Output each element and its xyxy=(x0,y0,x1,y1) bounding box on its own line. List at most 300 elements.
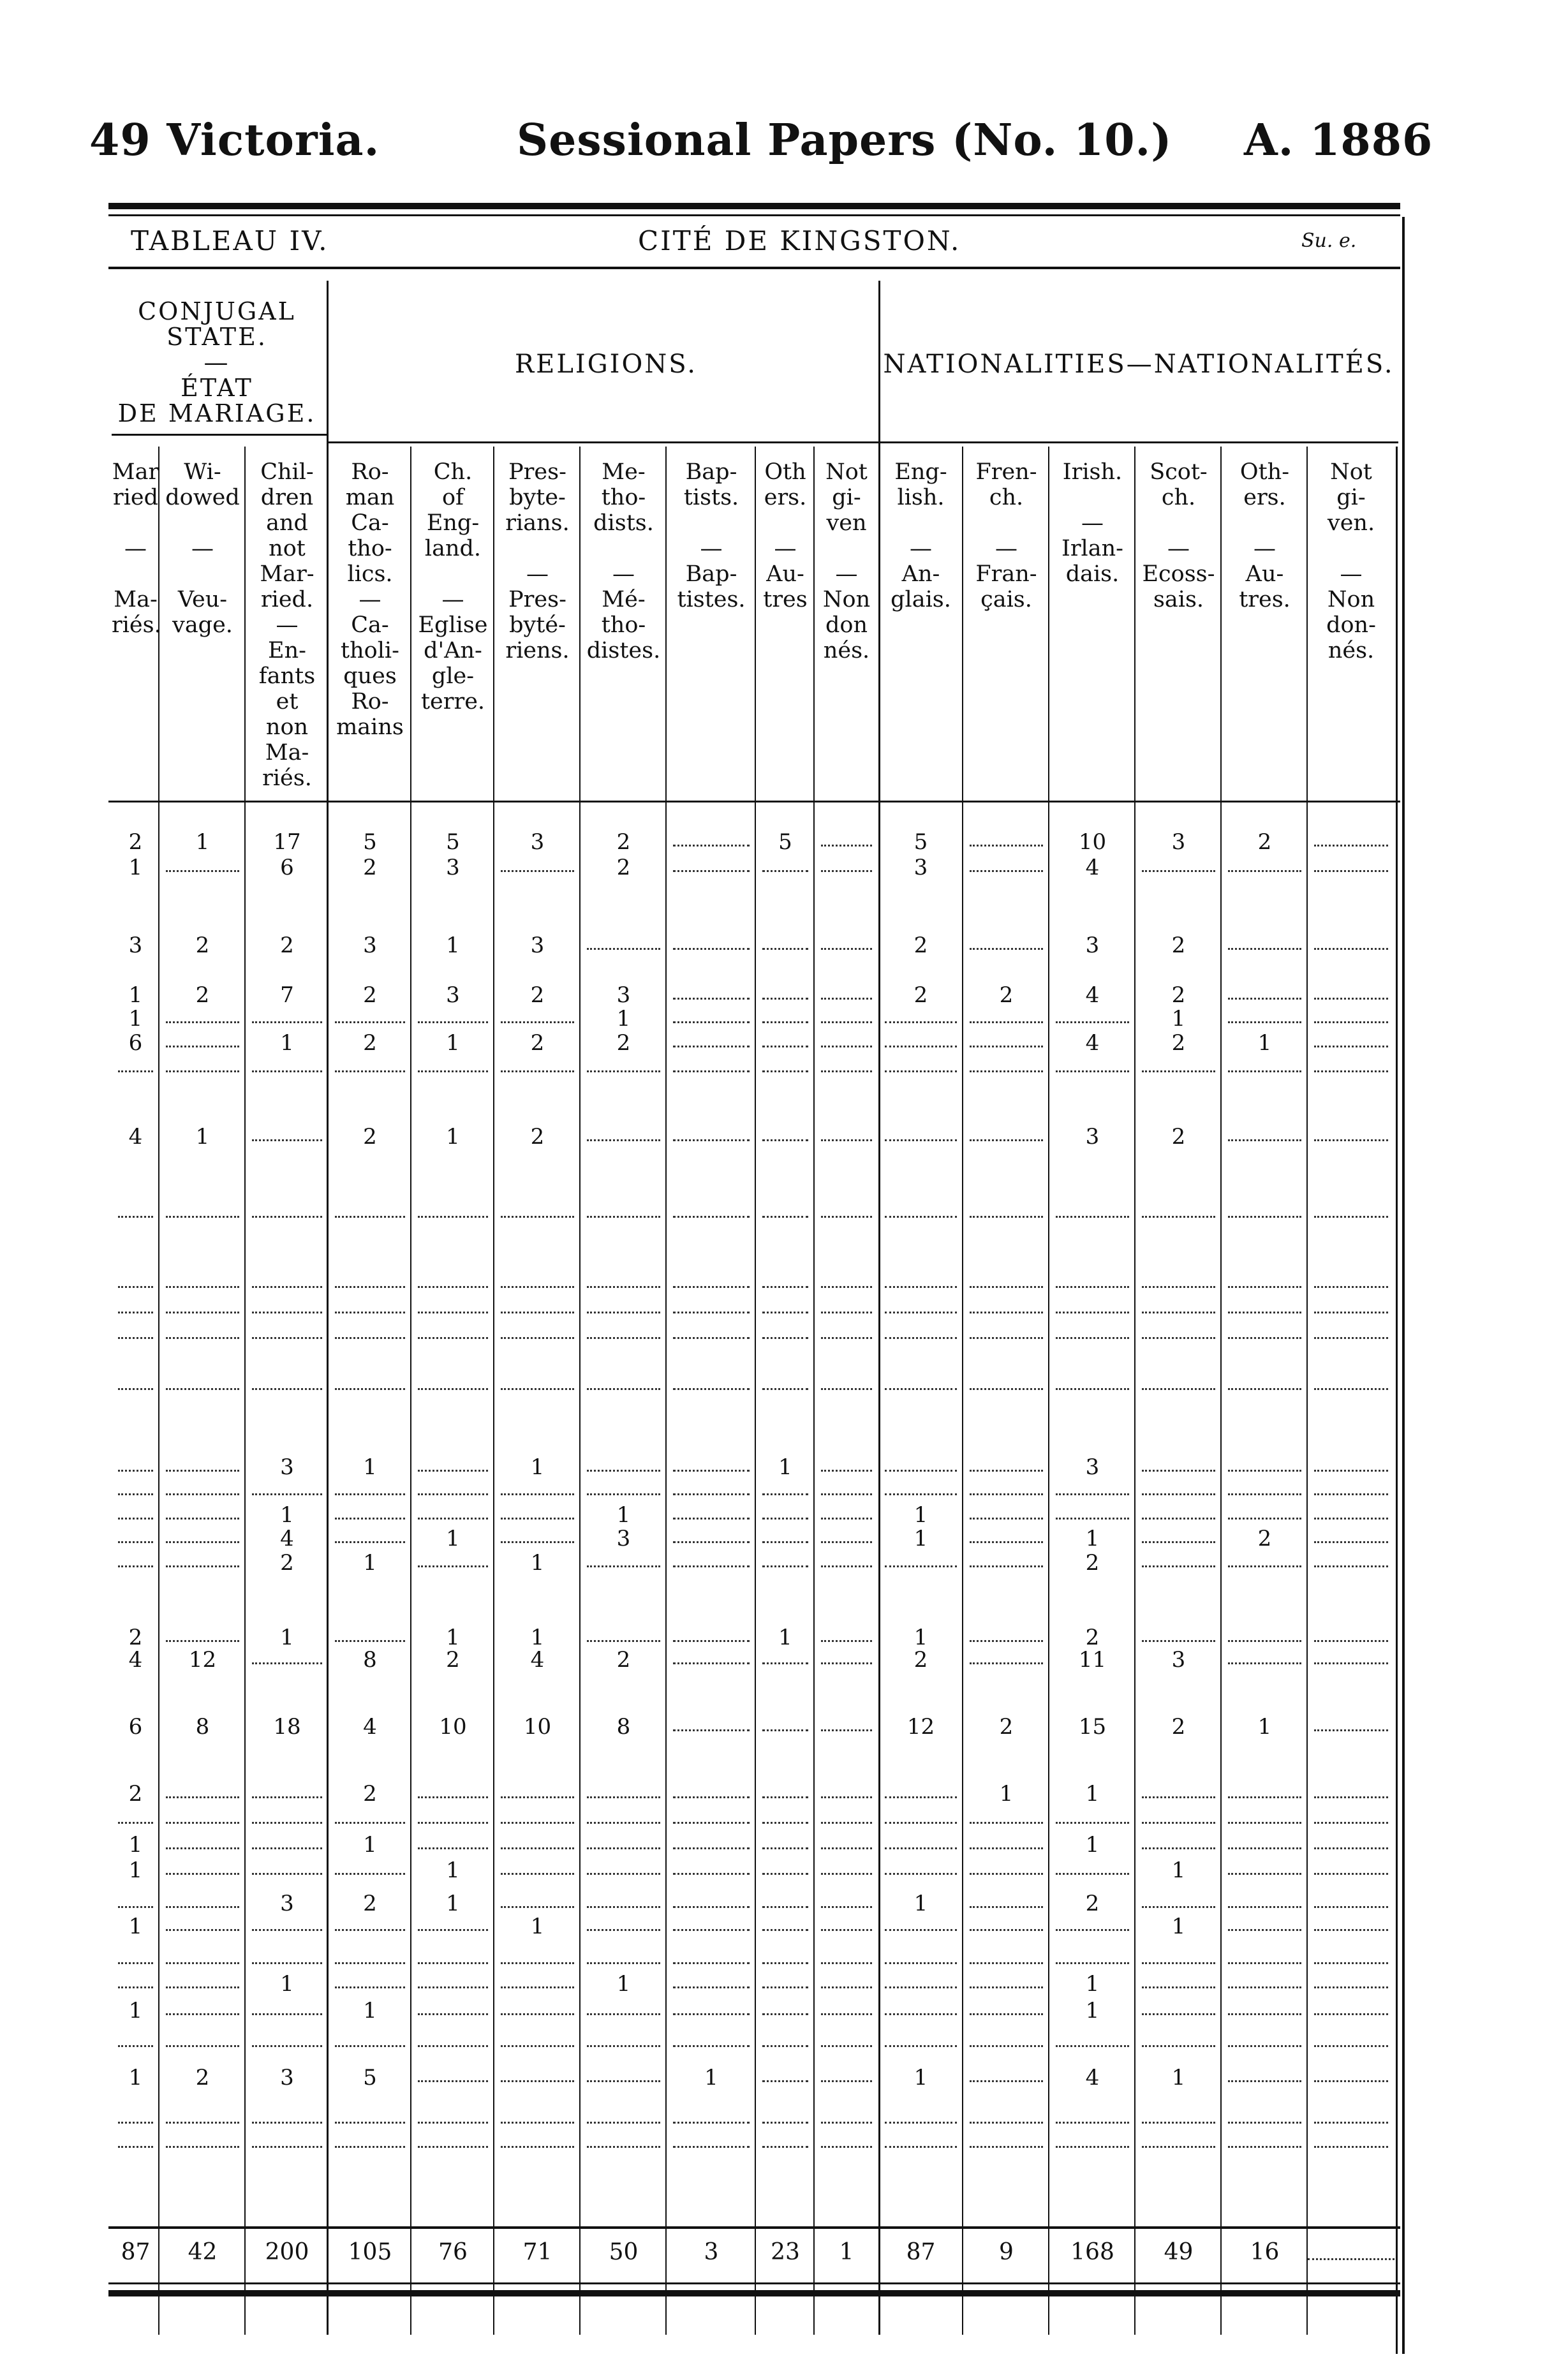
table-cell xyxy=(166,1477,239,1495)
table-cell xyxy=(166,1831,239,1849)
table-cell xyxy=(821,1856,872,1875)
table-cell xyxy=(252,1123,322,1141)
table-cell xyxy=(166,1856,239,1875)
column-divider xyxy=(1220,447,1222,2335)
table-cell xyxy=(418,1997,488,2015)
table-cell: 6 xyxy=(280,855,294,880)
table-cell: 1 xyxy=(1171,1006,1186,1032)
table-cell xyxy=(118,1501,153,1520)
table-cell xyxy=(762,1889,808,1908)
table-cell: 1 xyxy=(128,1006,143,1032)
table-cell: 1 xyxy=(363,1998,377,2023)
table-cell xyxy=(252,1477,322,1495)
table-cell xyxy=(762,2105,808,2124)
table-cell xyxy=(418,1295,488,1313)
table-cell: 2 xyxy=(363,855,377,880)
table-cell xyxy=(1142,1054,1215,1072)
table-cell xyxy=(1314,1623,1388,1642)
table-cell xyxy=(1228,1889,1301,1908)
table-cell: 1 xyxy=(128,982,143,1008)
table-cell xyxy=(587,2105,660,2124)
table-cell xyxy=(501,1856,574,1875)
table-cell: 12 xyxy=(188,1647,217,1673)
table-cell xyxy=(118,1525,153,1543)
table-cell xyxy=(762,2129,808,2148)
table-cell xyxy=(970,1199,1043,1218)
table-cell: 6 xyxy=(128,1714,143,1740)
table-cell xyxy=(335,1970,405,1988)
table-cell xyxy=(1056,1054,1129,1072)
table-cell xyxy=(1314,1054,1388,1072)
table-cell: 2 xyxy=(195,982,210,1008)
table-cell xyxy=(1142,1831,1215,1849)
table-cell xyxy=(587,1856,660,1875)
table-cell xyxy=(821,2105,872,2124)
table-cell: 1 xyxy=(128,1858,143,1883)
total-cell: 200 xyxy=(265,2239,309,2265)
table-cell xyxy=(118,2105,153,2124)
table-cell: 3 xyxy=(530,829,545,855)
table-cell xyxy=(673,854,750,872)
table-cell: 2 xyxy=(616,1647,631,1673)
total-cell: 16 xyxy=(1250,2239,1280,2265)
table-cell xyxy=(335,1623,405,1642)
table-cell: 3 xyxy=(913,855,928,880)
table-cell xyxy=(1314,931,1388,950)
table-cell: 2 xyxy=(128,1625,143,1650)
table-cell xyxy=(501,2064,574,2082)
table-cell: 17 xyxy=(273,829,301,855)
table-cell xyxy=(501,1005,574,1023)
table-cell: 4 xyxy=(1085,855,1100,880)
table-cell xyxy=(762,1780,808,1798)
table-cell xyxy=(1142,2029,1215,2047)
table-cell xyxy=(821,1889,872,1908)
table-cell xyxy=(821,1970,872,1988)
table-cell xyxy=(970,1477,1043,1495)
table-cell xyxy=(821,1912,872,1931)
table-cell xyxy=(335,2105,405,2124)
table-cell: 10 xyxy=(439,1714,467,1740)
table-cell xyxy=(1056,2029,1129,2047)
conjugal-underline xyxy=(112,434,329,436)
table-cell xyxy=(418,1912,488,1931)
table-cell xyxy=(501,2105,574,2124)
table-cell xyxy=(1228,2029,1301,2047)
table-cell xyxy=(970,1029,1043,1047)
table-cell xyxy=(587,1269,660,1288)
table-cell xyxy=(501,1269,574,1288)
table-cell xyxy=(673,981,750,1000)
table-cell xyxy=(885,1549,957,1567)
table-cell xyxy=(418,1501,488,1520)
table-cell xyxy=(970,2105,1043,2124)
table-cell: 2 xyxy=(999,982,1014,1008)
table-cell xyxy=(762,1831,808,1849)
table-cell xyxy=(501,1525,574,1543)
table-cell xyxy=(885,2129,957,2148)
table-cell xyxy=(335,1856,405,1875)
page-header-left: 49 Victoria. xyxy=(89,115,380,166)
table-cell: 11 xyxy=(1078,1647,1107,1673)
table-cell xyxy=(252,1269,322,1288)
table-cell xyxy=(118,1372,153,1390)
table-cell xyxy=(252,1295,322,1313)
table-cell xyxy=(166,1889,239,1908)
table-cell xyxy=(1056,1946,1129,1964)
table-cell xyxy=(673,1005,750,1023)
table-cell: 12 xyxy=(906,1714,935,1740)
table-cell: 1 xyxy=(446,1625,460,1650)
table-cell xyxy=(762,1946,808,1964)
table-cell xyxy=(885,1912,957,1931)
table-cell xyxy=(1314,1453,1388,1472)
top-rule-thin xyxy=(108,214,1400,216)
top-rule-thick xyxy=(108,203,1400,209)
table-cell xyxy=(252,1005,322,1023)
table-cell: 6 xyxy=(128,1030,143,1056)
table-cell xyxy=(821,828,872,847)
table-cell: 1 xyxy=(280,1971,294,1997)
column-divider xyxy=(1306,447,1308,2335)
total-cell: 3 xyxy=(704,2239,719,2265)
table-cell xyxy=(501,1970,574,1988)
table-cell xyxy=(1314,981,1388,1000)
total-cell: 87 xyxy=(906,2239,936,2265)
table-cell xyxy=(587,2064,660,2082)
table-cell xyxy=(1142,854,1215,872)
table-cell: 2 xyxy=(128,829,143,855)
table-cell xyxy=(118,1946,153,1964)
table-cell: 1 xyxy=(363,1832,377,1858)
table-cell xyxy=(821,2129,872,2148)
table-cell xyxy=(762,1525,808,1543)
table-cell: 1 xyxy=(280,1502,294,1528)
table-cell xyxy=(166,1501,239,1520)
table-cell xyxy=(821,2064,872,2082)
table-cell xyxy=(970,1549,1043,1567)
table-cell: 1 xyxy=(1085,1998,1100,2023)
table-cell: 1 xyxy=(280,1030,294,1056)
table-cell xyxy=(118,2029,153,2047)
table-cell xyxy=(1056,1477,1129,1495)
total-cell xyxy=(1308,2239,1394,2260)
table-cell xyxy=(1314,1501,1388,1520)
table-cell: 3 xyxy=(1085,1454,1100,1480)
table-cell xyxy=(166,1054,239,1072)
table-cell xyxy=(821,1549,872,1567)
table-cell xyxy=(252,1780,322,1798)
table-cell xyxy=(673,1453,750,1472)
right-edge-rule-inner xyxy=(1396,447,1398,2354)
table-cell: 2 xyxy=(616,1030,631,1056)
table-cell: 2 xyxy=(128,1781,143,1807)
table-cell xyxy=(762,1320,808,1339)
table-cell xyxy=(252,1946,322,1964)
table-cell xyxy=(166,1549,239,1567)
table-cell: 1 xyxy=(128,1998,143,2023)
table-cell xyxy=(970,1646,1043,1664)
table-cell xyxy=(166,1199,239,1218)
table-cell: 10 xyxy=(1078,829,1107,855)
table-cell: 1 xyxy=(446,1030,460,1056)
table-cell xyxy=(587,1997,660,2015)
table-cell xyxy=(166,1320,239,1339)
table-cell: 3 xyxy=(446,982,460,1008)
table-cell xyxy=(587,1123,660,1141)
table-cell xyxy=(587,1912,660,1931)
table-cell: 1 xyxy=(530,1454,545,1480)
table-cell xyxy=(1228,1780,1301,1798)
table-cell xyxy=(1314,1912,1388,1931)
table-cell xyxy=(587,1623,660,1642)
table-cell xyxy=(1228,1123,1301,1141)
table-cell xyxy=(166,1780,239,1798)
table-cell xyxy=(1228,2064,1301,2082)
table-cell xyxy=(1142,1549,1215,1567)
table-cell xyxy=(1142,1525,1215,1543)
table-cell xyxy=(166,1946,239,1964)
table-cell xyxy=(166,1912,239,1931)
table-cell xyxy=(166,1970,239,1988)
table-cell xyxy=(762,1549,808,1567)
table-cell xyxy=(501,1320,574,1339)
table-cell xyxy=(335,1501,405,1520)
table-cell xyxy=(418,2105,488,2124)
table-cell: 1 xyxy=(913,1526,928,1551)
table-cell xyxy=(970,1123,1043,1141)
table-cell xyxy=(252,1054,322,1072)
table-cell: 1 xyxy=(778,1454,792,1480)
table-cell xyxy=(1228,2105,1301,2124)
table-cell xyxy=(1056,1320,1129,1339)
table-cell xyxy=(1056,2129,1129,2148)
table-cell xyxy=(418,1805,488,1824)
table-cell xyxy=(1228,1501,1301,1520)
table-cell xyxy=(1314,2129,1388,2148)
table-cell xyxy=(1314,1646,1388,1664)
table-cell xyxy=(673,1269,750,1288)
table-cell: 5 xyxy=(446,829,460,855)
table-cell xyxy=(587,1199,660,1218)
table-cell xyxy=(252,1646,322,1664)
table-cell xyxy=(418,1005,488,1023)
column-divider xyxy=(665,447,667,2335)
table-cell xyxy=(166,1997,239,2015)
table-cell: 3 xyxy=(616,1526,631,1551)
table-cell xyxy=(501,1372,574,1390)
table-cell xyxy=(166,1805,239,1824)
table-cell xyxy=(970,1525,1043,1543)
table-cell xyxy=(1314,1372,1388,1390)
column-divider xyxy=(493,447,494,2335)
table-cell xyxy=(885,2105,957,2124)
table-cell xyxy=(418,1453,488,1472)
total-cell: 76 xyxy=(438,2239,468,2265)
table-cell xyxy=(762,1029,808,1047)
table-cell xyxy=(166,1525,239,1543)
table-cell: 2 xyxy=(1257,829,1272,855)
table-cell xyxy=(587,1477,660,1495)
column-header: Ro- man Ca- tho- lics. — Ca- tholi- ques Ro- mains xyxy=(336,459,404,740)
table-cell xyxy=(418,2064,488,2082)
table-cell xyxy=(970,828,1043,847)
table-cell xyxy=(118,1477,153,1495)
table-cell xyxy=(118,1805,153,1824)
table-cell xyxy=(1228,1646,1301,1664)
table-cell xyxy=(762,931,808,950)
table-cell: 5 xyxy=(363,829,377,855)
table-cell xyxy=(587,1805,660,1824)
table-cell xyxy=(762,1295,808,1313)
table-cell: 1 xyxy=(446,1124,460,1150)
table-cell xyxy=(1142,2105,1215,2124)
table-cell xyxy=(1228,1946,1301,1964)
table-cell: 2 xyxy=(616,829,631,855)
table-cell xyxy=(1056,1199,1129,1218)
table-cell xyxy=(166,2129,239,2148)
table-cell xyxy=(970,1054,1043,1072)
table-cell xyxy=(252,1831,322,1849)
table-cell xyxy=(970,854,1043,872)
table-cell xyxy=(1314,1997,1388,2015)
table-cell xyxy=(762,1123,808,1141)
table-cell: 1 xyxy=(913,1502,928,1528)
table-cell xyxy=(970,1970,1043,1988)
table-cell xyxy=(118,2129,153,2148)
table-cell xyxy=(1142,1320,1215,1339)
table-cell: 3 xyxy=(1085,1124,1100,1150)
column-header: Oth ers. — Au- tres xyxy=(763,459,808,612)
table-cell xyxy=(252,2105,322,2124)
table-cell xyxy=(587,2029,660,2047)
group-heading-underline xyxy=(327,441,1398,443)
table-cell xyxy=(821,1646,872,1664)
column-header: Bap- tists. — Bap- tistes. xyxy=(677,459,746,612)
table-cell: 2 xyxy=(913,982,928,1008)
column-header: Pres- byte- rians. — Pres- byté- riens. xyxy=(505,459,570,663)
table-cell xyxy=(501,1831,574,1849)
table-cell xyxy=(1314,1970,1388,1988)
table-cell: 4 xyxy=(530,1647,545,1673)
table-cell: 3 xyxy=(530,933,545,958)
table-cell xyxy=(1314,1549,1388,1567)
table-cell xyxy=(587,1780,660,1798)
table-cell xyxy=(252,1199,322,1218)
table-cell xyxy=(1056,2105,1129,2124)
table-cell xyxy=(1142,1372,1215,1390)
table-cell xyxy=(1228,931,1301,950)
table-cell xyxy=(1228,1372,1301,1390)
table-cell xyxy=(501,854,574,872)
table-cell xyxy=(252,2029,322,2047)
group-conjugal-state: CONJUGAL STATE. — ÉTAT DE MARIAGE. xyxy=(117,297,316,427)
table-cell xyxy=(252,1372,322,1390)
column-header: Scot- ch. — Ecoss- sais. xyxy=(1142,459,1215,612)
table-cell: 2 xyxy=(530,982,545,1008)
table-cell xyxy=(673,1123,750,1141)
table-cell xyxy=(1314,1477,1388,1495)
table-cell xyxy=(1142,1199,1215,1218)
table-cell xyxy=(970,2029,1043,2047)
table-cell: 3 xyxy=(1171,829,1186,855)
group-nationalities: NATIONALITIES—NATIONALITÉS. xyxy=(883,350,1394,379)
table-cell xyxy=(1314,1889,1388,1908)
table-cell: 2 xyxy=(1171,1124,1186,1150)
table-cell xyxy=(1314,1320,1388,1339)
table-cell xyxy=(418,1970,488,1988)
table-cell xyxy=(1142,1889,1215,1908)
table-cell xyxy=(1056,1856,1129,1875)
table-cell xyxy=(501,1199,574,1218)
table-cell xyxy=(252,1997,322,2015)
table-cell: 2 xyxy=(363,1124,377,1150)
table-cell xyxy=(673,1623,750,1642)
table-cell xyxy=(501,1477,574,1495)
page-header-center: Sessional Papers (No. 10.) xyxy=(517,115,1172,166)
table-cell xyxy=(335,2129,405,2148)
table-cell xyxy=(118,1199,153,1218)
table-cell: 2 xyxy=(1085,1625,1100,1650)
table-cell: 3 xyxy=(280,1891,294,1916)
table-cell xyxy=(885,1199,957,1218)
table-cell: 2 xyxy=(913,933,928,958)
column-header: Not gi- ven — Non don nés. xyxy=(822,459,871,663)
table-cell xyxy=(1142,1623,1215,1642)
table-cell: 8 xyxy=(195,1714,210,1740)
table-cell: 4 xyxy=(1085,2065,1100,2090)
table-cell: 2 xyxy=(1085,1550,1100,1576)
table-cell xyxy=(673,1549,750,1567)
column-header: Irish. — Irlan- dais. xyxy=(1061,459,1123,587)
table-cell xyxy=(1314,2029,1388,2047)
table-cell xyxy=(885,1320,957,1339)
table-cell xyxy=(762,854,808,872)
table-cell xyxy=(166,1029,239,1047)
table-cell xyxy=(1228,1477,1301,1495)
table-cell xyxy=(587,2129,660,2148)
table-cell xyxy=(1314,1856,1388,1875)
table-cell xyxy=(1228,1320,1301,1339)
table-cell: 2 xyxy=(1085,1891,1100,1916)
table-cell xyxy=(118,1889,153,1908)
table-cell: 2 xyxy=(1171,1030,1186,1056)
table-cell xyxy=(673,1372,750,1390)
table-cell xyxy=(762,2064,808,2082)
table-cell xyxy=(762,1970,808,1988)
table-cell xyxy=(587,1054,660,1072)
table-cell xyxy=(1314,1029,1388,1047)
column-header: Fren- ch. — Fran- çais. xyxy=(975,459,1037,612)
table-cell xyxy=(1314,2105,1388,2124)
table-cell: 1 xyxy=(913,1625,928,1650)
total-cell: 71 xyxy=(522,2239,552,2265)
table-cell: 3 xyxy=(280,2065,294,2090)
table-cell: 2 xyxy=(446,1647,460,1673)
table-cell xyxy=(1314,1269,1388,1288)
column-header: Chil- dren and not Mar- ried. — En- fants et non Ma- riés. xyxy=(258,459,316,791)
column-divider xyxy=(579,447,581,2335)
table-cell: 4 xyxy=(128,1124,143,1150)
table-cell xyxy=(118,1320,153,1339)
table-cell xyxy=(762,1005,808,1023)
table-cell xyxy=(587,1549,660,1567)
table-cell xyxy=(970,1320,1043,1339)
table-cell xyxy=(821,1372,872,1390)
table-cell: 1 xyxy=(1085,1971,1100,1997)
table-cell xyxy=(335,1054,405,1072)
table-cell: 2 xyxy=(363,1781,377,1807)
